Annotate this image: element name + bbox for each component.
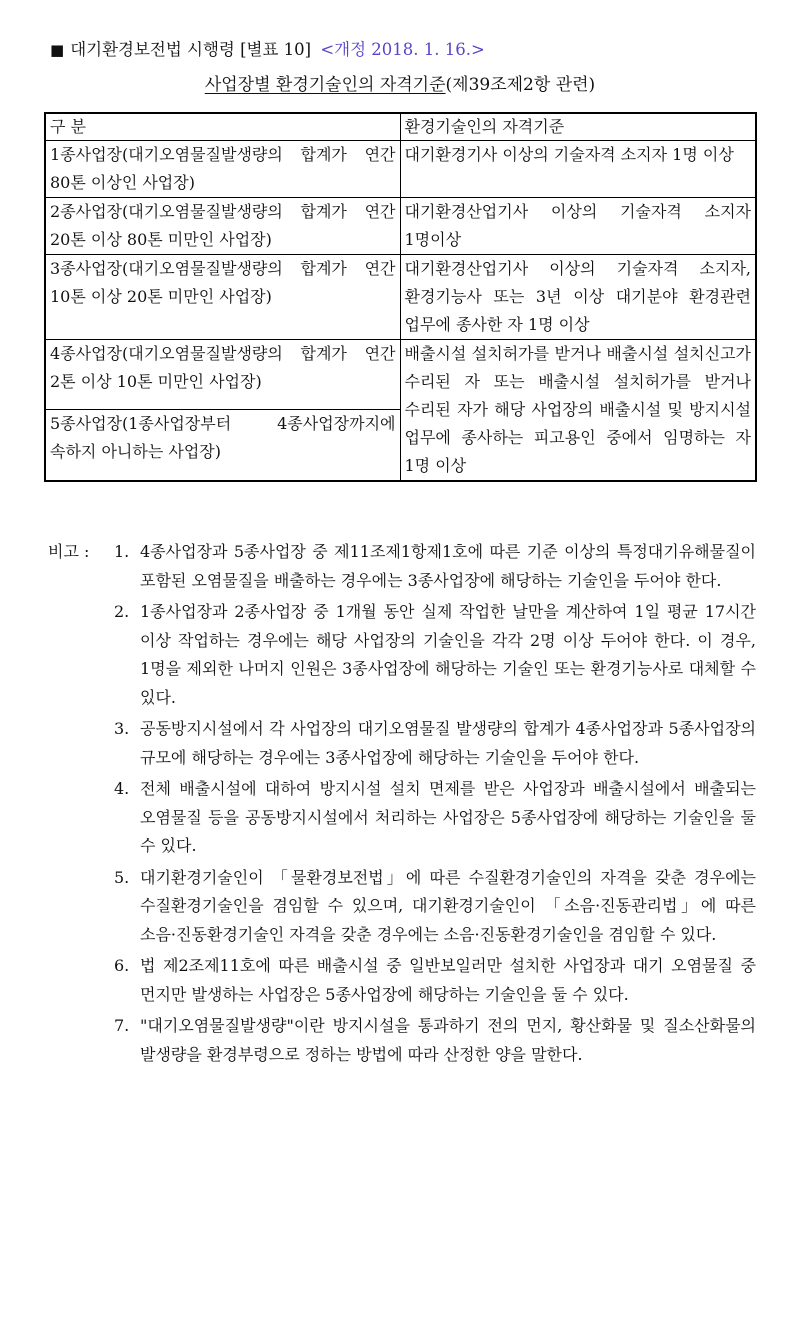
square-bullet-icon: ■: [50, 41, 65, 59]
qualification-cell: 대기환경기사 이상의 기술자격 소지자 1명 이상: [400, 141, 756, 198]
qualification-cell: 대기환경산업기사 이상의 기술자격 소지자 1명이상: [400, 198, 756, 255]
law-name: 대기환경보전법 시행령 [별표 10]: [70, 40, 312, 59]
category-cell: 2종사업장(대기오염물질발생량의 합계가 연간 20톤 이상 80톤 미만인 사업장): [45, 198, 400, 255]
note-number: 7.: [114, 1016, 130, 1035]
document-title: [0, 73, 800, 97]
note-item: [48, 952, 756, 1009]
category-cell: 3종사업장(대기오염물질발생량의 합계가 연간 10톤 이상 20톤 미만인 사업장): [45, 255, 400, 340]
title-main: 사업장별 환경기술인의 자격기준: [204, 75, 446, 95]
note-number: 5.: [114, 867, 130, 887]
table-header-row: [45, 113, 756, 141]
title-reference: (제39조제2항 관련): [445, 75, 596, 95]
header-category: 구 분: [45, 113, 400, 141]
table-row: [45, 255, 756, 340]
note-text: 1종사업장과 2종사업장 중 1개월 동안 실제 작업한 날만을 계산하여 1일 평균 17시간 이상 작업하는 경우에는 해당 사업장의 기술인을 각각 2명 이상 두어야 한다. 이 경우, 1명을 제외한 나머지 인원은 3종사업장에 해당하는 기술인 또는 환경기능사로 대체할 수 있다.: [140, 602, 756, 707]
note-item: [48, 775, 756, 861]
notes-section: [48, 538, 756, 1072]
note-number: 4.: [114, 779, 130, 798]
note-item: [48, 598, 756, 712]
note-number: 2.: [114, 602, 130, 621]
note-item: [48, 538, 756, 595]
note-text: "대기오염물질발생량"이란 방지시설을 통과하기 전의 먼지, 황산화물 및 질소산화물의 발생량을 환경부령으로 정하는 방법에 따라 산정한 양을 말한다.: [140, 1016, 756, 1064]
category-cell: 1종사업장(대기오염물질발생량의 합계가 연간 80톤 이상인 사업장): [45, 141, 400, 198]
note-number: 6.: [114, 956, 130, 975]
header-qualification: 환경기술인의 자격기준: [400, 113, 756, 141]
qualification-cell: 배출시설 설치허가를 받거나 배출시설 설치신고가 수리된 자 또는 배출시설 설치허가를 받거나 수리된 자가 해당 사업장의 배출시설 및 방지시설 업무에 종사하는 피고용인 중에서 임명하는 자 1명 이상: [400, 340, 756, 482]
note-number: 3.: [114, 719, 130, 738]
note-text: 전체 배출시설에 대하여 방지시설 설치 면제를 받은 사업장과 배출시설에서 배출되는 오염물질 등을 공동방지시설에서 처리하는 사업장은 5종사업장에 해당하는 기술인을 둘 수 있다.: [140, 779, 756, 855]
qualification-table: [44, 112, 757, 482]
table-row: [45, 340, 756, 410]
qualification-cell: 대기환경산업기사 이상의 기술자격 소지자, 환경기능사 또는 3년 이상 대기분야 환경관련 업무에 종사한 자 1명 이상: [400, 255, 756, 340]
note-item: [48, 1012, 756, 1069]
note-item: [48, 864, 756, 950]
note-text: 4종사업장과 5종사업장 중 제11조제1항제1호에 따른 기준 이상의 특정대기유해물질이 포함된 오염물질을 배출하는 경우에는 3종사업장에 해당하는 기술인을 두어야 한다.: [140, 542, 756, 590]
revision-link[interactable]: <개정 2018. 1. 16.>: [320, 40, 485, 59]
note-text: 대기환경기술인이 「물환경보전법」에 따른 수질환경기술인의 자격을 갖춘 경우에는 수질환경기술인을 겸임할 수 있으며, 대기환경기술인이 「소음·진동관리법」에 따른 소음·진동환경기술인 자격을 갖춘 경우에는 소음·진동환경기술인을 겸임할 수 있다.: [140, 867, 756, 944]
notes-label: 비고 :: [48, 542, 90, 561]
category-cell: 5종사업장(1종사업장부터 4종사업장까지에 속하지 아니하는 사업장): [45, 410, 400, 481]
table-row: [45, 198, 756, 255]
category-cell: 4종사업장(대기오염물질발생량의 합계가 연간 2톤 이상 10톤 미만인 사업장): [45, 340, 400, 410]
table-row: [45, 141, 756, 198]
document-header: [50, 38, 485, 62]
note-item: [48, 715, 756, 772]
note-text: 공동방지시설에서 각 사업장의 대기오염물질 발생량의 합계가 4종사업장과 5종사업장의 규모에 해당하는 경우에는 3종사업장에 해당하는 기술인을 두어야 한다.: [140, 719, 756, 767]
note-number: 1.: [114, 542, 130, 561]
note-text: 법 제2조제11호에 따른 배출시설 중 일반보일러만 설치한 사업장과 대기 오염물질 중 먼지만 발생하는 사업장은 5종사업장에 해당하는 기술인을 둘 수 있다.: [140, 956, 756, 1004]
